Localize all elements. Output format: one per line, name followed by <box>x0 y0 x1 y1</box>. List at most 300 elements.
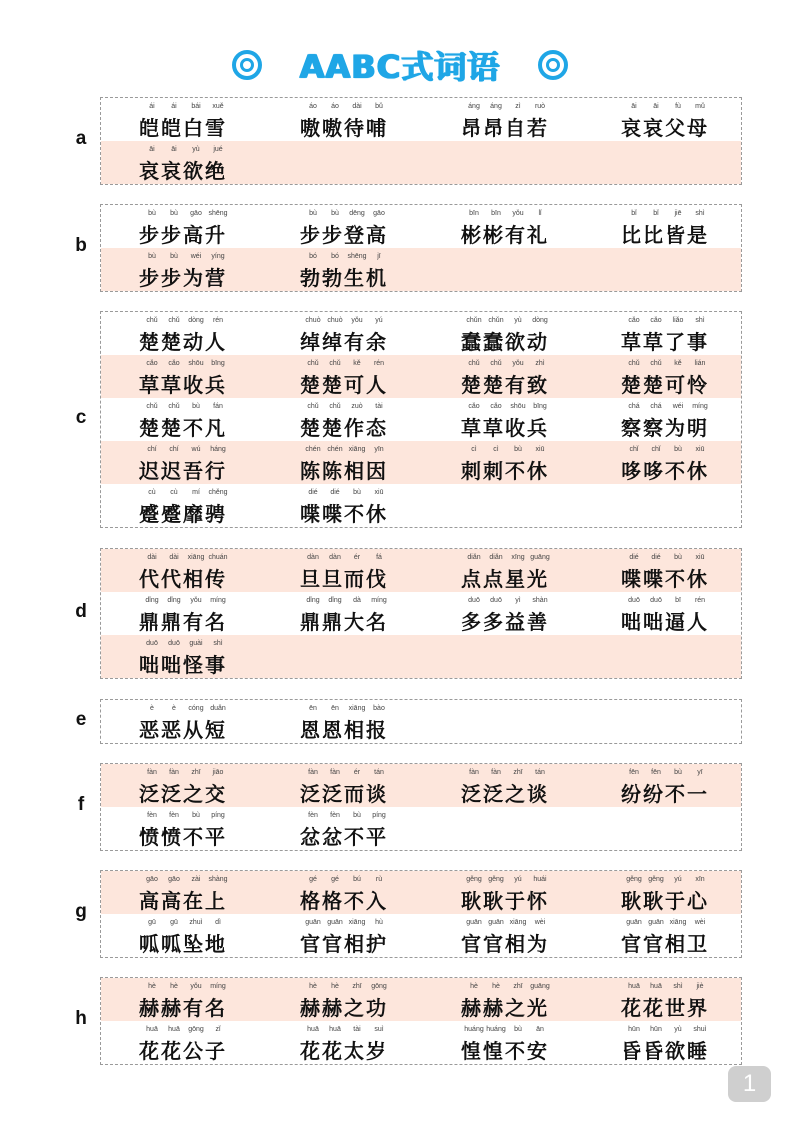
pinyin-syllable: ēn <box>309 705 317 712</box>
pinyin-syllable: dòng <box>188 317 204 324</box>
idiom-text: 绰绰有余 <box>300 330 388 354</box>
pinyin-syllable: dǐng <box>328 597 342 604</box>
pinyin-syllable: cù <box>148 489 156 496</box>
pinyin-syllable: jiē <box>674 210 682 217</box>
idiom-text: 官官相为 <box>461 932 549 956</box>
pinyin-syllable: hūn <box>650 1026 662 1033</box>
pinyin-syllable: cù <box>170 489 178 496</box>
pinyin-syllable: ái <box>149 103 155 110</box>
pinyin-syllable: chén <box>327 446 343 453</box>
pinyin-syllable: píng <box>372 812 386 819</box>
pinyin-syllable: zǐ <box>215 1026 221 1033</box>
pinyin-annotation <box>101 360 261 367</box>
idiom-entry <box>101 978 261 1021</box>
pinyin-syllable: bǐ <box>653 210 659 217</box>
pinyin-syllable: gāo <box>190 210 202 217</box>
pinyin-syllable: cì <box>471 446 477 453</box>
word-row <box>101 98 741 141</box>
idiom-text: 步步登高 <box>300 223 388 247</box>
pinyin-syllable: suì <box>374 1026 384 1033</box>
pinyin-syllable: dì <box>215 919 221 926</box>
group-letter-e: e <box>75 708 87 730</box>
idiom-text: 草草了事 <box>621 330 709 354</box>
pinyin-syllable: dié <box>629 554 639 561</box>
pinyin-syllable: è <box>150 705 154 712</box>
pinyin-syllable: cǎo <box>490 403 502 410</box>
pinyin-syllable: bù <box>674 554 682 561</box>
idiom-text: 刺刺不休 <box>461 459 549 483</box>
pinyin-syllable: xiū <box>374 489 384 496</box>
idiom-entry <box>423 871 583 914</box>
pinyin-syllable: dàn <box>329 554 341 561</box>
idiom-text: 草草收兵 <box>139 373 227 397</box>
pinyin-syllable: dié <box>330 489 340 496</box>
idiom-entry <box>101 141 261 184</box>
pinyin-annotation <box>101 554 261 561</box>
word-row <box>101 871 741 914</box>
pinyin-annotation <box>262 210 422 217</box>
idiom-text: 楚楚动人 <box>139 330 227 354</box>
pinyin-syllable: xiū <box>695 446 705 453</box>
pinyin-syllable: chǔ <box>490 360 502 367</box>
pinyin-syllable: fàn <box>147 769 157 776</box>
pinyin-annotation <box>101 1026 261 1033</box>
idiom-text: 恩恩相报 <box>300 718 388 742</box>
pinyin-annotation <box>101 919 261 926</box>
idiom-text: 花花世界 <box>621 996 709 1020</box>
pinyin-syllable: duō <box>490 597 502 604</box>
pinyin-annotation <box>423 769 583 776</box>
idiom-text: 鼎鼎有名 <box>139 610 227 634</box>
idiom-text: 赫赫之功 <box>300 996 388 1020</box>
idiom-text: 步步高升 <box>139 223 227 247</box>
idiom-entry <box>262 978 422 1021</box>
pinyin-syllable: xiāng <box>669 919 687 926</box>
pinyin-syllable: shì <box>213 640 223 647</box>
pinyin-syllable: cì <box>493 446 499 453</box>
idiom-entry <box>262 914 422 957</box>
pinyin-syllable: dǐng <box>306 597 320 604</box>
pinyin-syllable: bú <box>353 876 361 883</box>
pinyin-syllable: huái <box>533 876 547 883</box>
idiom-text: 彬彬有礼 <box>461 223 549 247</box>
idiom-entry <box>583 978 743 1021</box>
idiom-entry <box>262 248 422 291</box>
pinyin-syllable: duō <box>628 597 640 604</box>
pinyin-syllable: jiāo <box>212 769 224 776</box>
idiom-entry <box>262 355 422 398</box>
word-row <box>101 1021 741 1064</box>
pinyin-syllable: guāng <box>530 554 550 561</box>
pinyin-syllable: wéi <box>672 403 684 410</box>
idiom-entry <box>583 205 743 248</box>
pinyin-syllable: chǐ <box>629 446 639 453</box>
word-row <box>101 205 741 248</box>
pinyin-syllable: dàn <box>307 554 319 561</box>
pinyin-syllable: áo <box>309 103 317 110</box>
pinyin-syllable: zhuì <box>189 919 203 926</box>
pinyin-syllable: míng <box>210 597 226 604</box>
idiom-entry <box>101 248 261 291</box>
pinyin-syllable: guān <box>466 919 482 926</box>
pinyin-syllable: ān <box>536 1026 544 1033</box>
idiom-entry <box>583 1021 743 1064</box>
pinyin-syllable: chén <box>305 446 321 453</box>
pinyin-syllable: gé <box>309 876 317 883</box>
idiom-entry <box>583 441 743 484</box>
pinyin-syllable: bù <box>192 812 200 819</box>
pinyin-syllable: yǒu <box>512 360 524 367</box>
idiom-text: 花花公子 <box>139 1039 227 1063</box>
group-letter-f: f <box>77 794 85 815</box>
idiom-entry <box>101 592 261 635</box>
idiom-text: 旦旦而伐 <box>300 567 388 591</box>
idiom-entry <box>262 398 422 441</box>
pinyin-syllable: cǎo <box>468 403 480 410</box>
idiom-entry <box>262 700 422 743</box>
word-row <box>101 635 741 678</box>
word-row <box>101 141 741 184</box>
pinyin-annotation <box>262 489 422 496</box>
pinyin-syllable: xīng <box>511 554 525 561</box>
pinyin-syllable: dài <box>147 554 157 561</box>
pinyin-annotation <box>423 876 583 883</box>
idiom-text: 蠢蠢欲动 <box>461 330 549 354</box>
pinyin-syllable: gū <box>148 919 156 926</box>
pinyin-syllable: bù <box>353 812 361 819</box>
idiom-entry <box>101 398 261 441</box>
pinyin-annotation <box>583 403 743 410</box>
pinyin-syllable: zhī <box>513 769 523 776</box>
idiom-text: 勃勃生机 <box>300 266 388 290</box>
pinyin-syllable: cǎo <box>168 360 180 367</box>
pinyin-annotation <box>423 919 583 926</box>
pinyin-syllable: wéi <box>190 253 202 260</box>
idiom-entry <box>101 871 261 914</box>
pinyin-syllable: zhì <box>535 360 545 367</box>
pinyin-syllable: bù <box>148 253 156 260</box>
pinyin-syllable: è <box>172 705 176 712</box>
pinyin-annotation <box>423 360 583 367</box>
pinyin-syllable: yù <box>674 1026 682 1033</box>
pinyin-syllable: fèn <box>147 812 157 819</box>
pinyin-syllable: huáng <box>486 1026 506 1033</box>
word-group-e <box>100 699 742 744</box>
pinyin-annotation <box>583 554 743 561</box>
pinyin-syllable: shì <box>695 210 705 217</box>
pinyin-syllable: xiū <box>535 446 545 453</box>
idiom-text: 鼎鼎大名 <box>300 610 388 634</box>
idiom-entry <box>423 764 583 807</box>
word-row <box>101 248 741 291</box>
idiom-entry <box>423 549 583 592</box>
pinyin-syllable: kě <box>674 360 682 367</box>
pinyin-syllable: āi <box>149 146 155 153</box>
pinyin-syllable: huáng <box>464 1026 484 1033</box>
idiom-text: 哆哆不休 <box>621 459 709 483</box>
pinyin-syllable: ái <box>171 103 177 110</box>
pinyin-syllable: chǐ <box>651 446 661 453</box>
pinyin-syllable: fàn <box>491 769 501 776</box>
idiom-entry <box>423 355 583 398</box>
pinyin-syllable: fàn <box>169 769 179 776</box>
idiom-entry <box>101 484 261 527</box>
pinyin-syllable: cǎo <box>650 317 662 324</box>
pinyin-syllable: gěng <box>626 876 642 883</box>
pinyin-syllable: lián <box>694 360 706 367</box>
pinyin-syllable: xīn <box>695 876 705 883</box>
idiom-text: 耿耿于心 <box>621 889 709 913</box>
idiom-text: 泛泛而谈 <box>300 782 388 806</box>
pinyin-syllable: shì <box>673 983 683 990</box>
pinyin-syllable: shàng <box>208 876 228 883</box>
idiom-entry <box>583 592 743 635</box>
idiom-text: 高高在上 <box>139 889 227 913</box>
pinyin-syllable: yú <box>514 876 522 883</box>
word-row <box>101 312 741 355</box>
pinyin-syllable: zài <box>191 876 201 883</box>
idiom-text: 泛泛之谈 <box>461 782 549 806</box>
pinyin-annotation <box>101 210 261 217</box>
pinyin-syllable: dié <box>651 554 661 561</box>
idiom-entry <box>262 592 422 635</box>
pinyin-annotation <box>423 103 583 110</box>
pinyin-syllable: bái <box>191 103 201 110</box>
pinyin-syllable: háng <box>210 446 226 453</box>
idiom-text: 楚楚有致 <box>461 373 549 397</box>
idiom-text: 迟迟吾行 <box>139 459 227 483</box>
pinyin-syllable: bù <box>309 210 317 217</box>
pinyin-annotation <box>101 876 261 883</box>
pinyin-syllable: chuán <box>208 554 228 561</box>
pinyin-syllable: chí <box>147 446 157 453</box>
pinyin-syllable: diǎn <box>467 554 481 561</box>
pinyin-syllable: bù <box>514 1026 522 1033</box>
pinyin-syllable: chá <box>650 403 662 410</box>
pinyin-syllable: gāo <box>168 876 180 883</box>
word-row <box>101 484 741 527</box>
pinyin-syllable: chǔ <box>329 403 341 410</box>
pinyin-annotation <box>101 253 261 260</box>
idiom-entry <box>583 914 743 957</box>
idiom-text: 代代相传 <box>139 567 227 591</box>
word-row <box>101 355 741 398</box>
idiom-entry <box>101 700 261 743</box>
pinyin-syllable: bù <box>514 446 522 453</box>
pinyin-syllable: míng <box>692 403 708 410</box>
pinyin-syllable: gāo <box>373 210 385 217</box>
pinyin-annotation <box>423 446 583 453</box>
pinyin-annotation <box>101 146 261 153</box>
pinyin-syllable: chǔ <box>307 360 319 367</box>
idiom-text: 哀哀欲绝 <box>139 159 227 183</box>
pinyin-syllable: chǔ <box>468 360 480 367</box>
pinyin-syllable: dǐng <box>167 597 181 604</box>
page-number-badge: 1 <box>728 1066 771 1102</box>
pinyin-annotation <box>262 919 422 926</box>
pinyin-syllable: xiāng <box>187 554 205 561</box>
pinyin-syllable: bīng <box>533 403 547 410</box>
pinyin-syllable: dài <box>352 103 362 110</box>
idiom-entry <box>423 1021 583 1064</box>
idiom-text: 步步为营 <box>139 266 227 290</box>
idiom-text: 喋喋不休 <box>300 502 388 526</box>
pinyin-syllable: fèn <box>330 812 340 819</box>
pinyin-syllable: chǔn <box>488 317 504 324</box>
word-row <box>101 549 741 592</box>
word-row <box>101 441 741 484</box>
group-letter-h: h <box>75 1008 87 1029</box>
pinyin-syllable: chǔ <box>146 403 158 410</box>
pinyin-annotation <box>262 597 422 604</box>
idiom-entry <box>423 592 583 635</box>
pinyin-syllable: mí <box>192 489 200 496</box>
pinyin-syllable: hūn <box>628 1026 640 1033</box>
pinyin-annotation <box>262 769 422 776</box>
pinyin-annotation <box>101 769 261 776</box>
idiom-text: 官官相卫 <box>621 932 709 956</box>
pinyin-syllable: duō <box>146 640 158 647</box>
idiom-text: 惶惶不安 <box>461 1039 549 1063</box>
idiom-entry <box>262 441 422 484</box>
pinyin-syllable: fá <box>376 554 382 561</box>
idiom-text: 赫赫之光 <box>461 996 549 1020</box>
pinyin-syllable: wèi <box>534 919 546 926</box>
pinyin-syllable: jī <box>377 253 381 260</box>
pinyin-syllable: bù <box>148 210 156 217</box>
pinyin-annotation <box>423 983 583 990</box>
pinyin-syllable: zhī <box>513 983 523 990</box>
pinyin-syllable: duō <box>468 597 480 604</box>
pinyin-annotation <box>583 769 743 776</box>
pinyin-syllable: bù <box>674 769 682 776</box>
pinyin-annotation <box>262 812 422 819</box>
idiom-entry <box>423 914 583 957</box>
pinyin-syllable: bù <box>170 253 178 260</box>
ring-inner <box>546 58 560 72</box>
pinyin-syllable: dài <box>169 554 179 561</box>
pinyin-syllable: shì <box>695 317 705 324</box>
pinyin-syllable: xiāng <box>509 919 527 926</box>
idiom-entry <box>423 98 583 141</box>
pinyin-syllable: fán <box>213 403 223 410</box>
idiom-text: 楚楚不凡 <box>139 416 227 440</box>
idiom-entry <box>583 871 743 914</box>
idiom-text: 点点星光 <box>461 567 549 591</box>
idiom-entry <box>262 312 422 355</box>
pinyin-syllable: yíng <box>211 253 225 260</box>
pinyin-annotation <box>101 812 261 819</box>
idiom-entry <box>101 1021 261 1064</box>
pinyin-annotation <box>583 983 743 990</box>
pinyin-syllable: huā <box>628 983 640 990</box>
idiom-text: 花花太岁 <box>300 1039 388 1063</box>
idiom-text: 多多益善 <box>461 610 549 634</box>
pinyin-syllable: dié <box>308 489 318 496</box>
pinyin-syllable: gū <box>170 919 178 926</box>
idiom-text: 官官相护 <box>300 932 388 956</box>
pinyin-syllable: gōng <box>371 983 387 990</box>
pinyin-syllable: ruò <box>534 103 546 110</box>
idiom-entry <box>262 484 422 527</box>
word-group-a <box>100 97 742 185</box>
pinyin-annotation <box>423 597 583 604</box>
pinyin-syllable: āi <box>631 103 637 110</box>
group-letter-d: d <box>75 600 87 622</box>
idiom-text: 蹙蹙靡骋 <box>139 502 227 526</box>
pinyin-syllable: áng <box>468 103 480 110</box>
word-group-b <box>100 204 742 292</box>
pinyin-syllable: bīn <box>491 210 501 217</box>
idiom-text: 呱呱坠地 <box>139 932 227 956</box>
idiom-text: 格格不入 <box>300 889 388 913</box>
pinyin-syllable: xiāng <box>348 446 366 453</box>
pinyin-syllable: bǔ <box>375 103 383 110</box>
idiom-text: 愤愤不平 <box>139 825 227 849</box>
pinyin-syllable: tài <box>375 403 383 410</box>
pinyin-annotation <box>262 983 422 990</box>
pinyin-syllable: mǔ <box>695 103 705 110</box>
idiom-entry <box>101 98 261 141</box>
idiom-entry <box>101 355 261 398</box>
pinyin-syllable: fàn <box>469 769 479 776</box>
pinyin-syllable: cǎo <box>146 360 158 367</box>
pinyin-syllable: míng <box>371 597 387 604</box>
pinyin-syllable: gěng <box>488 876 504 883</box>
pinyin-syllable: yù <box>514 317 522 324</box>
pinyin-annotation <box>583 103 743 110</box>
pinyin-annotation <box>583 919 743 926</box>
pinyin-annotation <box>423 1026 583 1033</box>
pinyin-syllable: kě <box>353 360 361 367</box>
pinyin-syllable: áo <box>331 103 339 110</box>
word-row <box>101 914 741 957</box>
pinyin-syllable: shuì <box>693 1026 707 1033</box>
pinyin-syllable: chǔ <box>329 360 341 367</box>
pinyin-syllable: gōng <box>188 1026 204 1033</box>
word-group-d <box>100 548 742 679</box>
pinyin-syllable: shēng <box>208 210 228 217</box>
pinyin-syllable: tán <box>535 769 545 776</box>
pinyin-syllable: huā <box>307 1026 319 1033</box>
pinyin-syllable: bù <box>353 489 361 496</box>
pinyin-annotation <box>262 446 422 453</box>
pinyin-syllable: gěng <box>466 876 482 883</box>
pinyin-syllable: fèn <box>308 812 318 819</box>
pinyin-syllable: yī <box>697 769 703 776</box>
page-title: AABC式词语 <box>299 48 501 86</box>
idiom-entry <box>262 764 422 807</box>
pinyin-syllable: guài <box>189 640 203 647</box>
idiom-text: 咄咄怪事 <box>139 653 227 677</box>
pinyin-syllable: fēn <box>629 769 639 776</box>
pinyin-syllable: hè <box>470 983 478 990</box>
pinyin-syllable: hè <box>492 983 500 990</box>
idiom-entry <box>583 312 743 355</box>
pinyin-syllable: fèn <box>169 812 179 819</box>
pinyin-syllable: gěng <box>648 876 664 883</box>
pinyin-annotation <box>262 403 422 410</box>
pinyin-syllable: lǐ <box>538 210 542 217</box>
pinyin-annotation <box>262 1026 422 1033</box>
idiom-entry <box>101 914 261 957</box>
pinyin-syllable: bó <box>331 253 339 260</box>
pinyin-annotation <box>262 705 422 712</box>
pinyin-syllable: guāng <box>530 983 550 990</box>
idiom-text: 恶恶从短 <box>139 718 227 742</box>
pinyin-annotation <box>423 210 583 217</box>
pinyin-syllable: rù <box>375 876 383 883</box>
